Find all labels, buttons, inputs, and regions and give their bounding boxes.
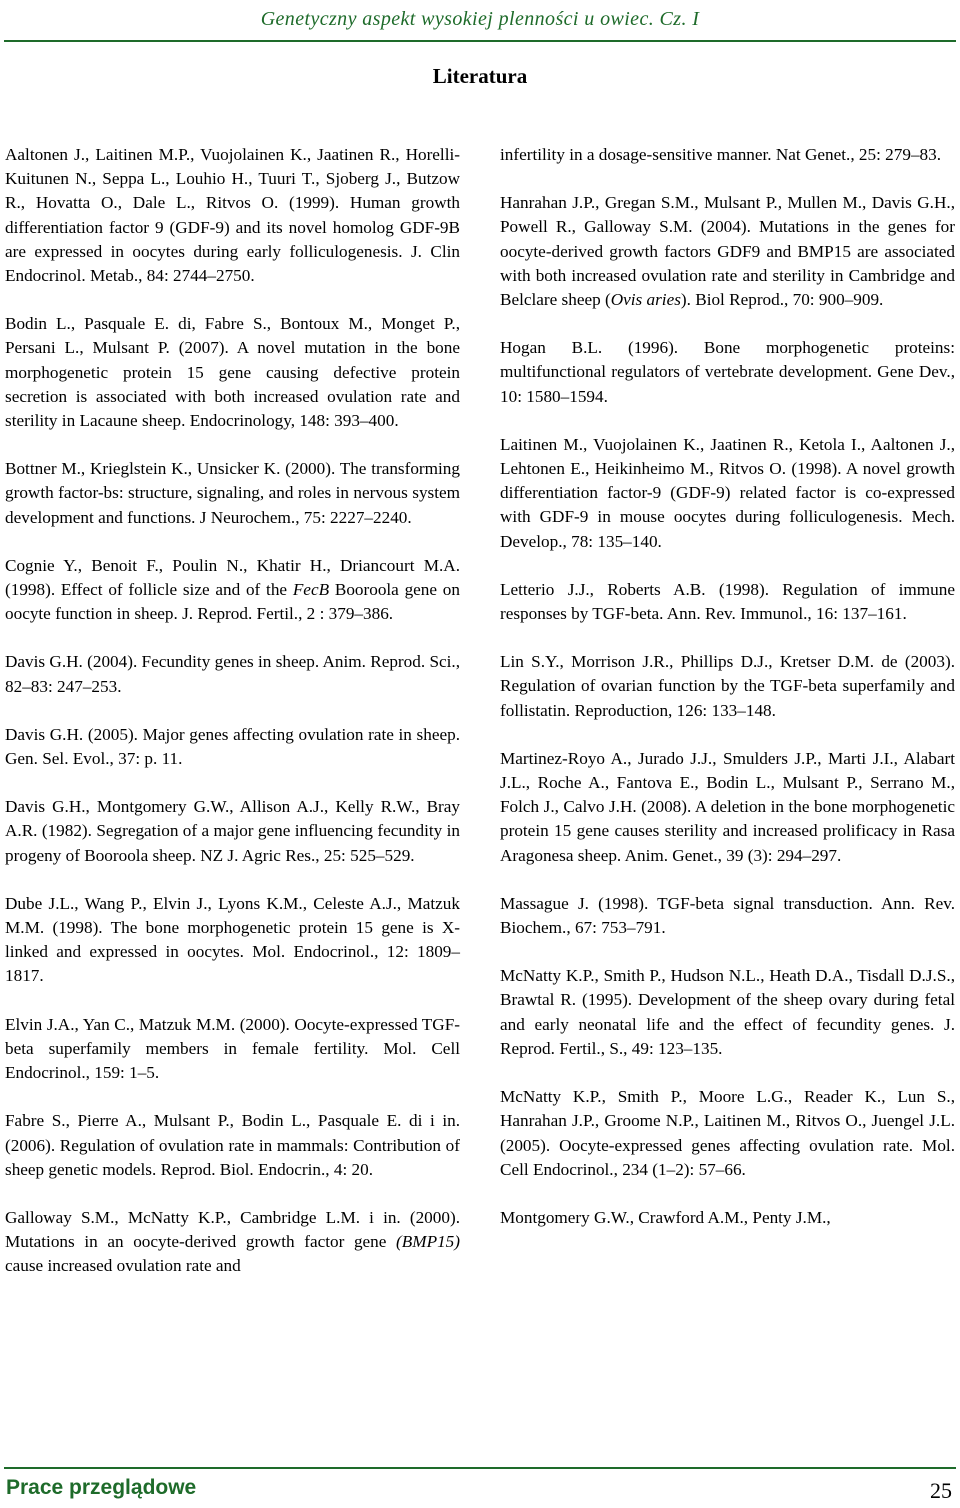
reference-authors: Galloway S.M., McNatty K.P., Cambridge L.M. i in. (2000). [5,1207,460,1227]
reference-body-cont: ). Biol Reprod., 70: 900–909. [680,290,884,310]
reference-body: Bone morphogenetic proteins: multifunctional regulators of vertebrate development. Gene Dev., 10: 1580–1594. [500,338,955,406]
reference-italic: Ovis aries [610,290,681,310]
header-rule [4,40,956,42]
reference-body: A novel mutation in the bone morphogenetic protein 15 gene causing defective protein secretion is associated with both increased ovulation rate and sterility in Lacaune sheep. Endocrinology, 148: 393–400. [5,338,460,431]
reference-body: Mutations in an oocyte-derived growth factor gene [5,1232,397,1252]
page-number: 25 [930,1478,952,1503]
reference-body: Effect of follicle size and of the [55,580,293,600]
reference-authors: Elvin J.A., Yan C., Matzuk M.M. (2000). [5,1014,290,1034]
reference-entry [500,1085,955,1182]
reference-authors: Massague J. (1998). [500,893,649,913]
reference-authors: Montgomery G.W., Crawford A.M., Penty J.M., [500,1207,831,1227]
reference-body: Regulation of ovarian function by the TGF-beta superfamily and follistatin. Reproduction, 126: 133–148. [500,676,955,720]
reference-body: Major genes affecting ovulation rate in sheep. Gen. Sel. Evol., 37: p. 11. [5,724,460,769]
reference-entry [5,312,460,433]
reference-body: Fecundity genes in sheep. Anim. Reprod. Sci., 82–83: 247–253. [5,652,460,696]
reference-authors: Cognie Y., Benoit F., Poulin N., Khatir H., Driancourt M.A. (1998). [5,555,460,600]
reference-authors: Davis G.H. (2004). [5,652,138,672]
reference-body: infertility in a dosage-sensitive manner. Nat Genet., 25: 279–83. [500,145,942,164]
reference-entry [5,143,460,288]
reference-authors: Letterio J.J., Roberts A.B. (1998). [500,579,769,599]
reference-entry [5,554,460,627]
reference-authors: Bottner M., Krieglstein K., Unsicker K. (2000). [5,459,336,479]
reference-body: Regulation of immune responses by TGF-beta. Ann. Rev. Immunol., 16: 137–161. [500,579,955,624]
reference-body: Human growth differentiation factor 9 (GDF-9) and its novel homolog GDF-9B are expressed in oocytes during early folliculogenesis. J. Clin Endocrinol. Metab., 84: 2744–2750. [5,193,460,286]
reference-entry [500,433,955,554]
reference-italic: (BMP15) [396,1232,460,1252]
reference-entry [5,723,460,771]
footer-rule [4,1467,956,1469]
reference-entry [500,892,955,940]
references-column-right [500,143,955,1230]
reference-entry [500,578,955,626]
running-header: Genetyczny aspekt wysokiej plenności u owiec. Cz. I [260,8,700,30]
reference-entry [5,650,460,698]
reference-entry [500,747,955,868]
reference-body: Oocyte-expressed genes affecting ovulation rate. Mol. Cell Endocrinol., 234 (1–2): 57–66. [500,1135,955,1179]
reference-body: TGF-beta signal transduction. Ann. Rev. Biochem., 67: 753–791. [500,893,956,938]
reference-body-cont: cause increased ovulation rate and [5,1256,241,1276]
reference-authors: McNatty K.P., Smith P., Hudson N.L., Heath D.A., Tisdall D.J.S., Brawtal R. (1995). [500,966,955,1010]
reference-body: Segregation of a major gene influencing fecundity in progeny of Booroola sheep. NZ J. Agric Res., 25: 525–529. [5,821,460,865]
reference-authors: Davis G.H. (2005). [5,724,138,744]
reference-authors: Bodin L., Pasquale E. di, Fabre S., Bontoux M., Monget P., Persani L., Mulsant P. (2007). [5,314,460,358]
reference-authors: Davis G.H., Montgomery G.W., Allison A.J., Kelly R.W., Bray A.R. (1982). [5,797,460,841]
reference-authors: Fabre S., Pierre A., Mulsant P., Bodin L., Pasquale E. di i in. (2006). [5,1111,460,1155]
reference-entry [5,1206,460,1279]
reference-entry [500,650,955,723]
reference-body-cont: Booroola gene on oocyte function in sheep. J. Reprod. Fertil., 2 : 379–386. [5,580,460,624]
reference-body: Oocyte-expressed TGF-beta superfamily members in female fertility. Mol. Cell Endocrinol., 159: 1–5. [5,1014,460,1083]
references-column-left [5,143,460,1279]
reference-authors: Martinez-Royo A., Jurado J.J., Smulders J.P., Marti J.I., Alabart J.L., Roche A., Fantova E., Bodin L., Mulsant P., Serrano M., Folch J., Calvo J.H. (2008). [500,748,955,817]
reference-italic: FecB [292,580,330,600]
reference-authors: Hogan B.L. (1996). [500,338,679,358]
reference-body: Regulation of ovulation rate in mammals: Contribution of sheep genetic models. Reprod. Biol. Endocrin., 4: 20. [5,1135,460,1179]
reference-authors: Lin S.Y., Morrison J.R., Phillips D.J., Kretser D.M. de (2003). [500,652,955,672]
journal-section-label: Prace przeglądowe [6,1476,197,1499]
reference-entry [500,964,955,1061]
reference-body: The bone morphogenetic protein 15 gene is X-linked and expressed in oocytes. Mol. Endocrinol., 12: 1809–1817. [5,918,461,986]
reference-entry [5,1109,460,1182]
reference-authors: Aaltonen J., Laitinen M.P., Vuojolainen K., Jaatinen R., Horelli-Kuitunen N., Seppa L., Louhio H., Tuuri T., Sjoberg J., Butzow R., Hovatta O., Dale L., Ritvos O. (1999). [5,145,460,213]
reference-body: Development of the sheep ovary during fetal and early neonatal life and the effect of fecundity genes. J. Reprod. Fertil., S., 49: 123–135. [500,990,955,1058]
reference-body: The transforming growth factor-bs: structure, signaling, and roles in nervous system development and functions. J Neurochem., 75: 2227–2240. [5,459,460,527]
reference-authors: Laitinen M., Vuojolainen K., Jaatinen R., Ketola I., Aaltonen J., Lehtonen E., Heikinheimo M., Ritvos O. (1998). [500,434,955,479]
reference-entry [500,143,955,167]
section-title: Literatura [432,64,528,88]
reference-authors: McNatty K.P., Smith P., Moore L.G., Reader K., Lun S., Hanrahan J.P., Groome N.P., Laitinen M., Ritvos O., Juengel J.L. (2005). [500,1087,955,1155]
reference-entry [500,1206,955,1230]
reference-authors: Dube J.L., Wang P., Elvin J., Lyons K.M., Celeste A.J., Matzuk M.M. (1998). [5,893,460,938]
reference-authors: Hanrahan J.P., Gregan S.M., Mulsant P., Mullen M., Davis G.H., Powell R., Galloway S.M. (2004). [500,193,955,237]
reference-entry [5,1013,460,1086]
reference-entry [500,191,955,312]
reference-entry [5,457,460,530]
reference-body: Mutations in the genes for oocyte-derived growth factors GDF9 and BMP15 are associated with both increased ovulation rate and sterility in Cambridge and Belclare sheep ( [500,217,955,310]
reference-body: A novel growth differentiation factor-9 (GDF-9) related factor is co-expressed with GDF-9 in mouse oocytes during folliculogenesis. Mech. Develop., 78: 135–140. [500,459,955,551]
reference-entry [500,336,955,409]
reference-entry [5,892,460,989]
reference-entry [5,795,460,868]
reference-body: A deletion in the bone morphogenetic protein 15 gene causes sterility and increased prolificacy in Rasa Aragonesa sheep. Anim. Genet., 39 (3): 294–297. [500,797,955,865]
